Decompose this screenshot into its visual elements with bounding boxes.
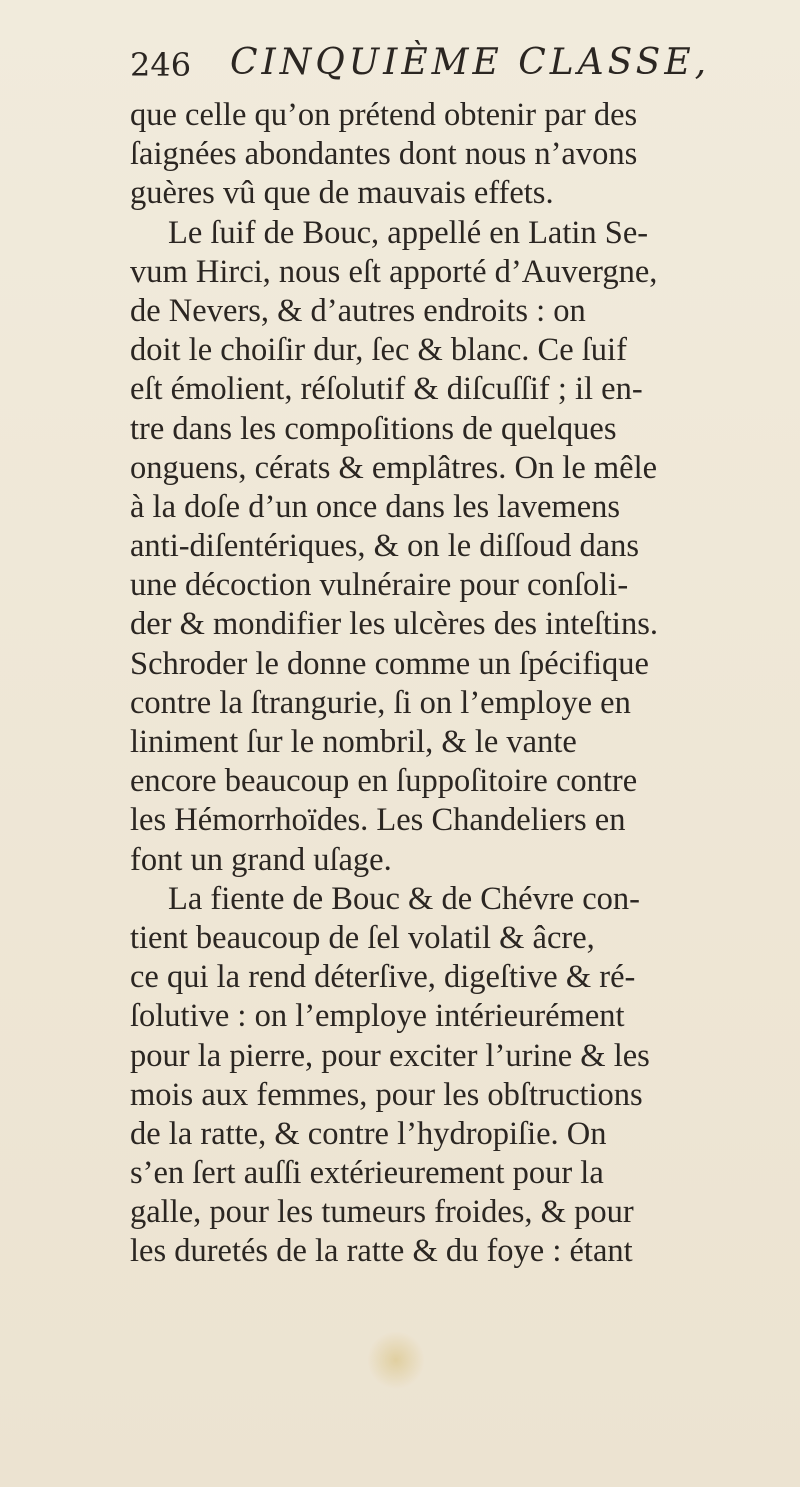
text-line: guères vû que de mauvais effets. (130, 175, 554, 212)
text-line: anti-diſentériques, & on le diſſoud dans (130, 528, 640, 565)
text-line: les duretés de la ratte & du foye : étant (130, 1233, 633, 1270)
text-line: encore beaucoup en ſuppoſitoire contre (130, 763, 638, 800)
page-number: 246 (130, 46, 192, 84)
text-line: contre la ſtrangurie, ſi on l’employe en (130, 684, 631, 721)
text-line: que celle qu’on prétend obtenir par des (130, 97, 638, 133)
text-line: les Hémorrhoïdes. Les Chandeliers en (130, 802, 626, 839)
text-line: doit le choiſir dur, ſec & blanc. Ce ſuif (130, 332, 627, 369)
text-line: ce qui la rend déterſive, digeſtive & ré- (130, 959, 636, 996)
text-line: vum Hirci, nous eſt apporté d’Auvergne, (130, 253, 658, 290)
body-text (130, 96, 785, 1272)
text-line: s’en ſert auſſi extérieurement pour la (130, 1155, 604, 1192)
text-line: Schroder le donne comme un ſpécifique (130, 645, 649, 682)
page-header (130, 42, 770, 92)
text-line: tre dans les compoſitions de quelques (130, 410, 617, 447)
text-line: tient beaucoup de ſel volatil & âcre, (130, 919, 595, 956)
text-line: pour la pierre, pour exciter l’urine & les (130, 1037, 650, 1074)
text-line: de la ratte, & contre l’hydropiſie. On (130, 1115, 607, 1152)
text-line: une décoction vulnéraire pour conſoli- (130, 567, 629, 604)
text-line: ſaignées abondantes dont nous n’avons (130, 136, 638, 173)
running-title: CINQUIÈME CLASSE, (230, 42, 711, 83)
text-line: mois aux femmes, pour les obſtructions (130, 1076, 643, 1113)
text-line: galle, pour les tumeurs froides, & pour (130, 1194, 634, 1231)
text-line: La fiente de Bouc & de Chévre con- (168, 880, 640, 917)
text-line: à la doſe d’un once dans les lavemens (130, 488, 621, 525)
paper-stain (368, 1330, 424, 1390)
text-line: eſt émolient, réſolutif & diſcuſſif ; il en- (130, 371, 643, 408)
text-line: der & mondifier les ulcères des inteſtins. (130, 606, 658, 643)
text-line: Le ſuif de Bouc, appellé en Latin Se- (168, 214, 649, 251)
text-line: font un grand uſage. (130, 841, 392, 878)
text-line: de Nevers, & d’autres endroits : on (130, 292, 586, 329)
text-line: liniment ſur le nombril, & le vante (130, 724, 577, 760)
text-line: ſolutive : on l’employe intérieurément (130, 998, 625, 1035)
text-line: onguens, cérats & emplâtres. On le mêle (130, 449, 658, 486)
